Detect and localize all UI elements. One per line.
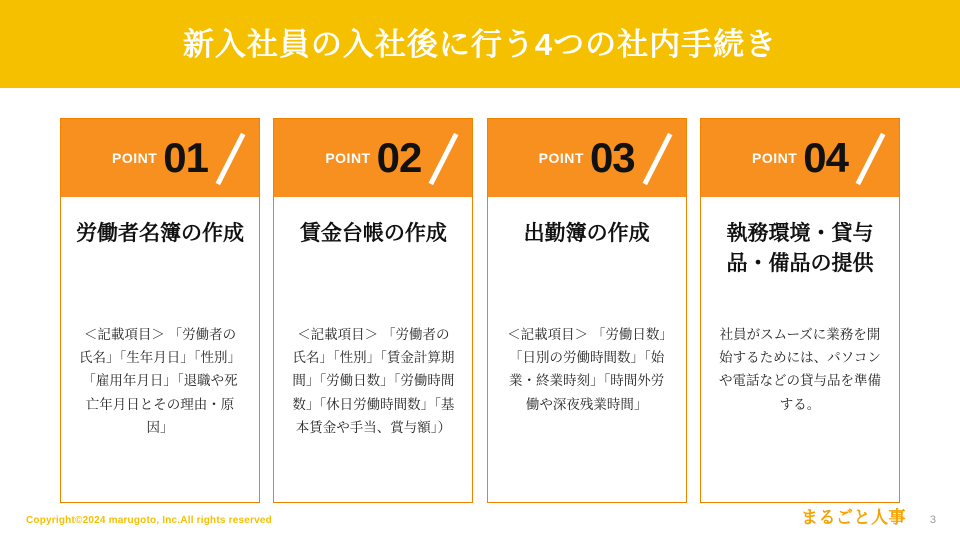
brand-logo: まるごと人事: [801, 508, 906, 527]
slash-decoration-icon: [856, 133, 886, 185]
point-card-header: [61, 119, 259, 197]
point-number: 02: [376, 134, 422, 181]
point-card-01: [60, 118, 260, 503]
page-number: 3: [929, 514, 936, 526]
point-number: 03: [589, 134, 635, 181]
point-card-04: [700, 118, 900, 503]
point-label: POINT: [538, 150, 584, 166]
slash-decoration-icon: [216, 133, 246, 185]
point-card-header: [701, 119, 899, 197]
point-label: POINT: [751, 150, 798, 166]
point-card-title: 賃金台帳の作成: [299, 222, 447, 245]
point-card-header: [488, 119, 686, 197]
page-title: 新入社員の入社後に行う4つの社内手続き: [182, 26, 778, 62]
point-card-list: [60, 118, 900, 503]
slash-decoration-icon: [429, 133, 459, 185]
slash-decoration-icon: [642, 133, 672, 185]
point-card-body: ＜記載項目＞ 「労働日数」「日別の労働時間数」「始業・終業時刻」「時間外労働や深夜残業時間」: [507, 327, 667, 412]
point-card-title: 労働者名簿の作成: [76, 222, 244, 245]
point-card-body: 社員がスムーズに業務を開始するためには、パソコンや電話などの貸与品を準備する。: [718, 327, 881, 412]
point-card-body: ＜記載項目＞ 「労働者の氏名」「生年月日」「性別」「雇用年月日」「退職や死亡年月日とその理由・原因」: [79, 327, 241, 435]
point-label: POINT: [325, 150, 371, 166]
point-card-02: [273, 118, 473, 503]
point-number: 04: [803, 134, 848, 181]
copyright-text: Copyright©2024 marugoto, Inc.All rights reserved: [26, 515, 272, 526]
point-card-header: [274, 119, 472, 197]
slide-header: [0, 0, 960, 88]
point-card-title: 出勤簿の作成: [523, 222, 650, 245]
point-label: POINT: [112, 150, 158, 166]
point-number: 01: [163, 134, 208, 181]
point-card-03: [487, 118, 687, 503]
point-card-title: 執務環境・貸与品・備品の提供: [726, 222, 874, 275]
point-card-body: ＜記載項目＞ 「労働者の氏名」「性別」「賃金計算期間」「労働日数」「労働時間数」「休日労働時間数」「基本賃金や手当、賞与額」）: [292, 327, 455, 435]
